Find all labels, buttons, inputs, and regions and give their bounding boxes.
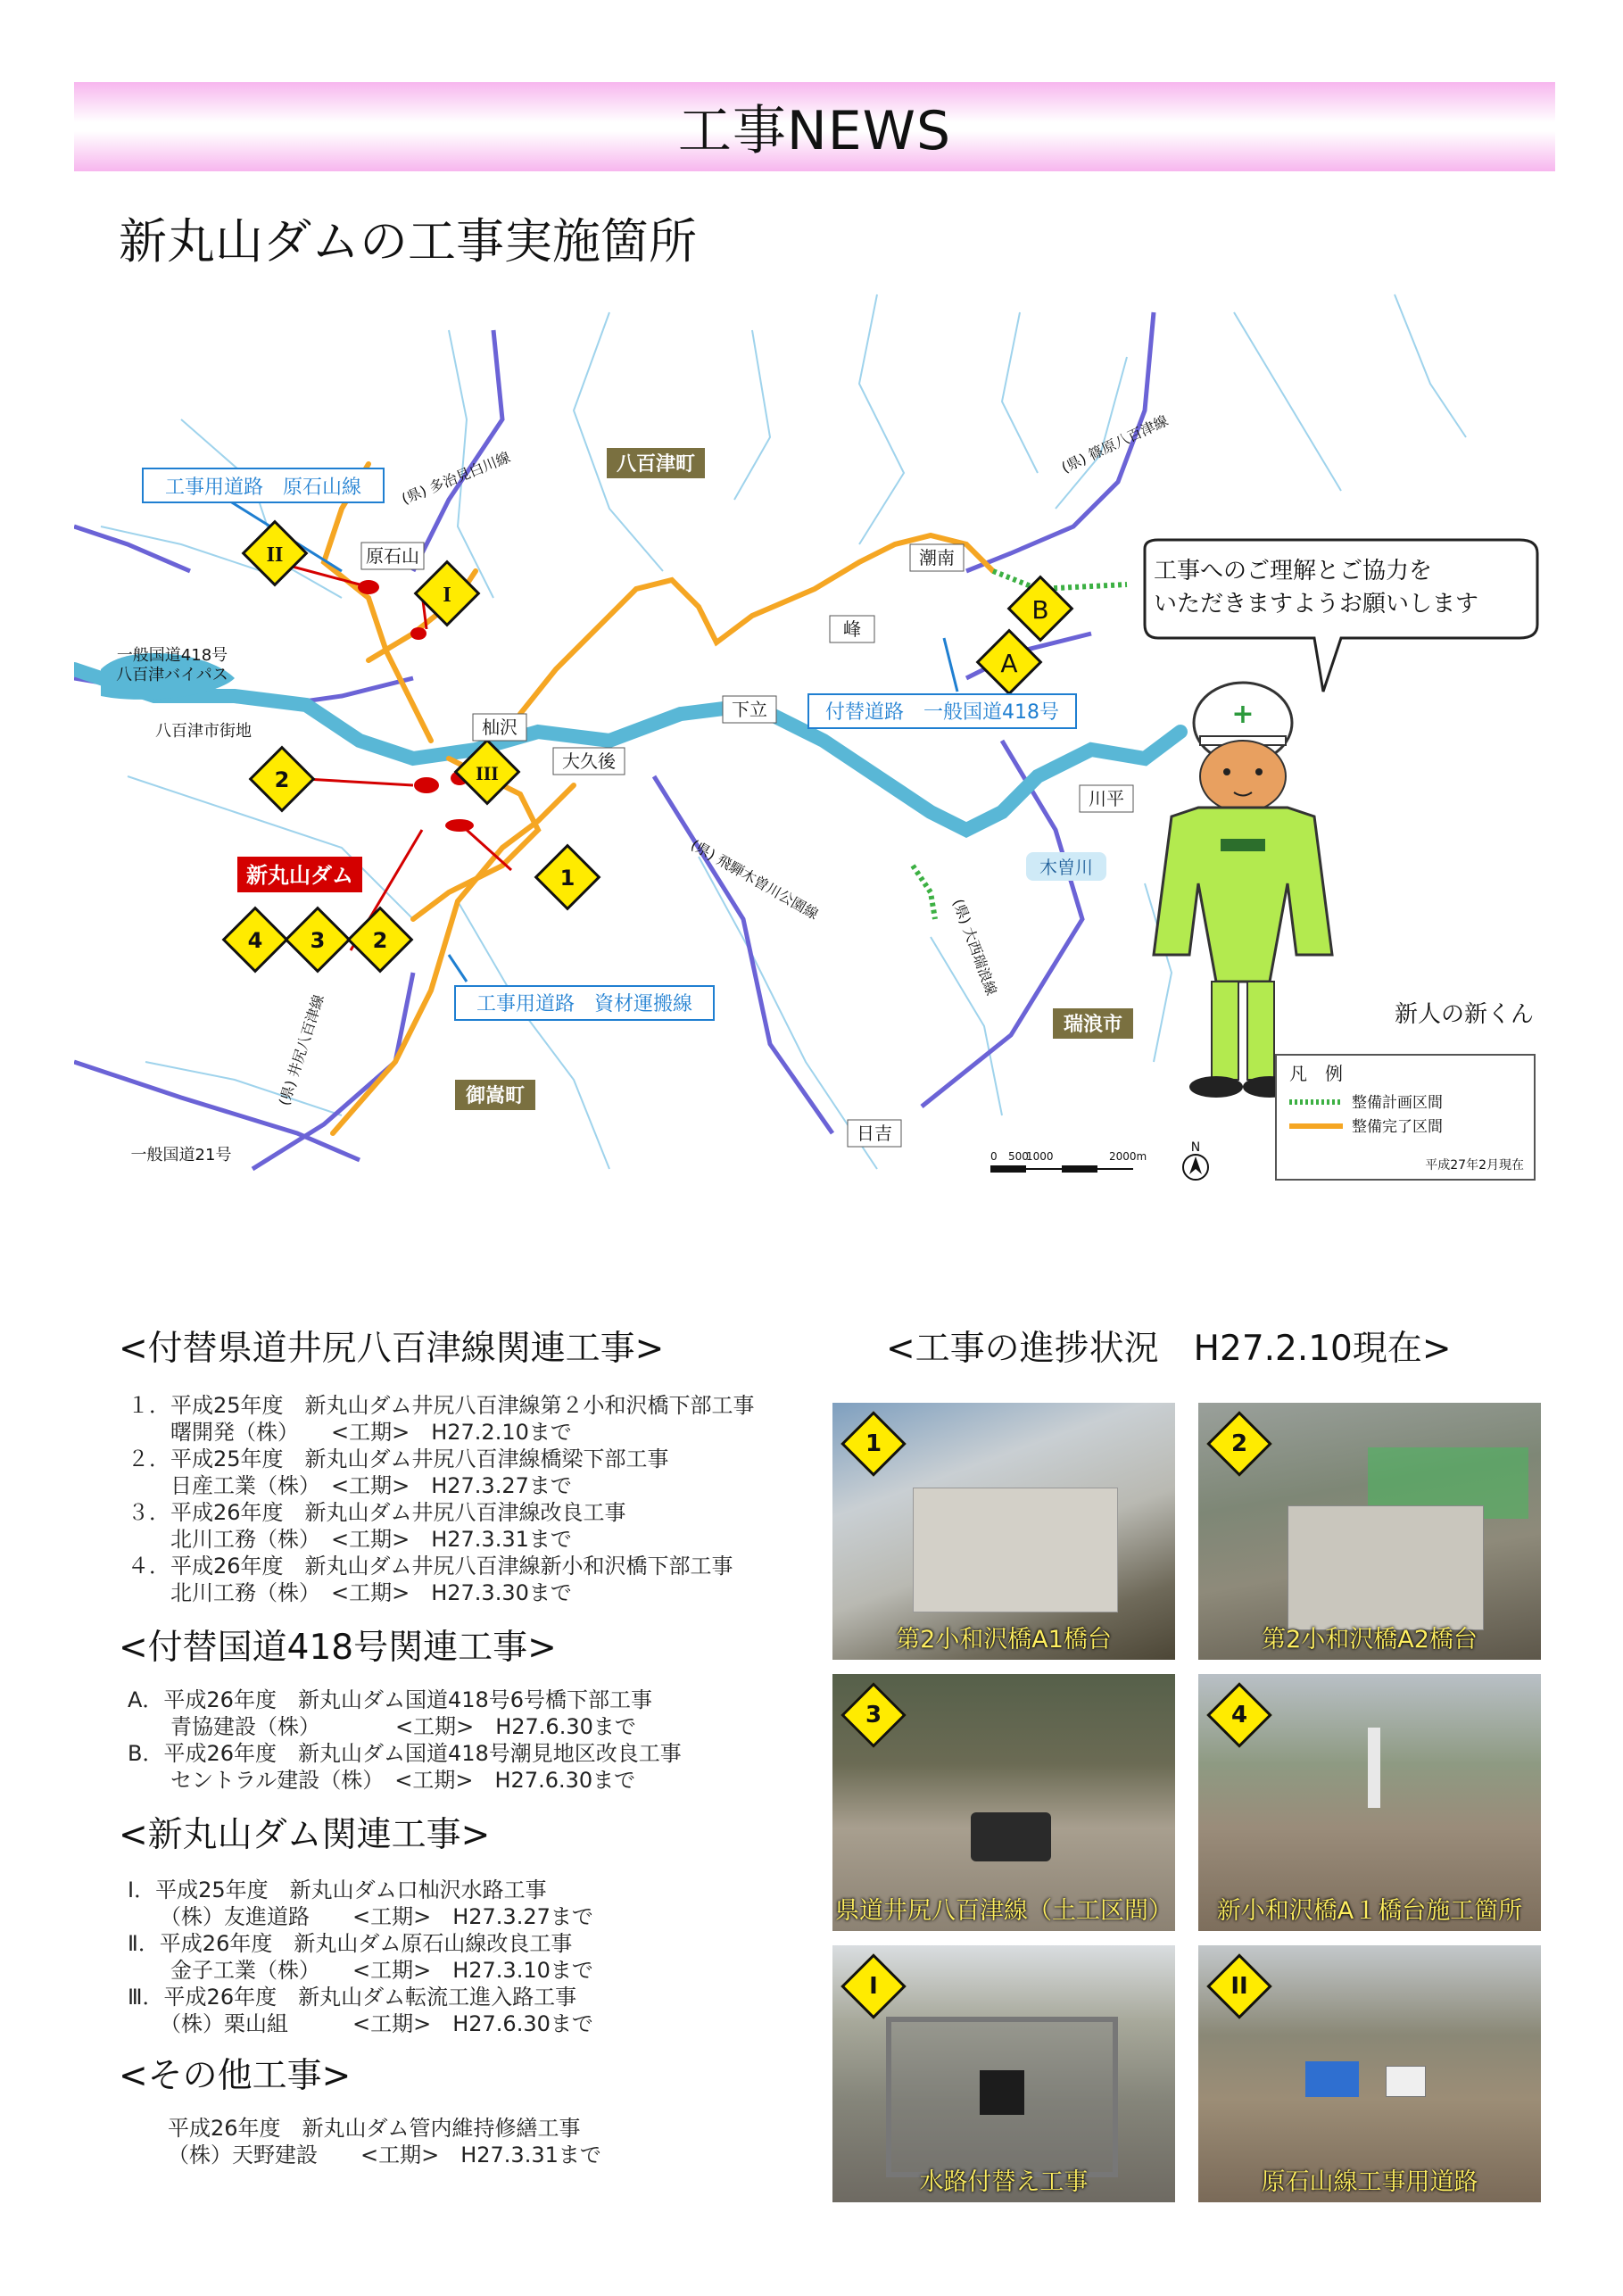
- speech-line-1: 工事へのご理解とご協力を: [1154, 558, 1433, 584]
- svg-text:(県) 篠原八百津線: (県) 篠原八百津線: [1058, 411, 1172, 477]
- legend-completed: 整備完了区間: [1352, 1118, 1443, 1136]
- list-item: 日産工業（株） <工期> H27.3.27まで: [128, 1473, 572, 1498]
- list-item: セントラル建設（株） <工期> H27.6.30まで: [128, 1768, 636, 1793]
- marker-4[interactable]: [224, 908, 287, 972]
- marker-1-label: 1: [559, 866, 576, 891]
- page-title: 新丸山ダムの工事実施箇所: [119, 213, 697, 269]
- section-title-national: <付替国道418号関連工事>: [119, 1628, 557, 1668]
- callout-route418-text: 付替道路 一般国道418号: [825, 701, 1059, 724]
- list-item: ４．平成26年度 新丸山ダム井尻八百津線新小和沢橋下部工事: [128, 1554, 733, 1579]
- marker-set: [224, 522, 1072, 972]
- list-item: 北川工務（株） <工期> H27.3.30まで: [128, 1580, 572, 1605]
- svg-text:1000: 1000: [1026, 1150, 1054, 1163]
- list-item: Ⅲ．平成26年度 新丸山ダム転流工進入路工事: [128, 1985, 577, 2010]
- town-mitake: 御嵩町: [465, 1085, 526, 1107]
- photo-caption: 第2小和沢橋A1橋台: [896, 1626, 1112, 1654]
- marker-2b[interactable]: [349, 908, 412, 972]
- list-item: A．平成26年度 新丸山ダム国道418号6号橋下部工事: [128, 1687, 653, 1712]
- marker-3-label: 3: [310, 928, 326, 953]
- marker-4-label: 4: [247, 928, 263, 953]
- progress-photo-3: [832, 1674, 1175, 1931]
- svg-text:(県) 飛騨木曽川公園線: (県) 飛騨木曽川公園線: [688, 836, 822, 924]
- list-item: （株）栗山組 <工期> H27.6.30まで: [128, 2011, 593, 2036]
- callout-haraishiyama: [143, 468, 384, 502]
- svg-text:木曽川: 木曽川: [1039, 857, 1093, 878]
- callout-haraishiyama-text: 工事用道路 原石山線: [164, 477, 362, 499]
- svg-text:原石山: 原石山: [366, 545, 419, 567]
- header-band: [74, 82, 1555, 171]
- list-item: ２．平成25年度 新丸山ダム井尻八百津線橋梁下部工事: [128, 1446, 669, 1471]
- svg-text:一般国道418号: 一般国道418号: [116, 646, 228, 665]
- photo-badge: 2: [1207, 1412, 1271, 1476]
- photo-caption: 水路付替え工事: [919, 2168, 1089, 2196]
- photo-badge: I: [841, 1954, 906, 2018]
- marker-ii-label: II: [266, 543, 284, 567]
- planned-road-2: [913, 866, 935, 919]
- svg-text:潮南: 潮南: [919, 547, 955, 568]
- place-labels: [361, 543, 1133, 1147]
- photo-badge: II: [1207, 1954, 1271, 2018]
- list-item: 青協建設（株） <工期> H27.6.30まで: [128, 1714, 636, 1739]
- progress-title: <工事の進捗状況 H27.2.10現在>: [886, 1329, 1452, 1369]
- photo-caption: 県道井尻八百津線（土工区間）: [835, 1897, 1172, 1925]
- progress-photo-5: [832, 1945, 1175, 2202]
- list-item: （株）友進道路 <工期> H27.3.27まで: [128, 1904, 593, 1929]
- callout-route418: [808, 694, 1076, 728]
- list-item: Ⅰ．平成25年度 新丸山ダム口杣沢水路工事: [128, 1877, 547, 1902]
- svg-text:八百津バイパス: 八百津バイパス: [116, 666, 228, 684]
- photo-caption: 新小和沢橋A１橋台施工箇所: [1216, 1897, 1523, 1925]
- svg-text:下立: 下立: [732, 699, 767, 720]
- section-title-dam: <新丸山ダム関連工事>: [119, 1815, 491, 1855]
- svg-text:峰: 峰: [843, 618, 861, 640]
- marker-b-label: B: [1031, 595, 1049, 625]
- marker-2b-label: 2: [372, 928, 388, 953]
- dam-label: [237, 857, 362, 892]
- list-item: 曙開発（株） <工期> H27.2.10まで: [128, 1420, 572, 1445]
- photo-caption: 第2小和沢橋A2橋台: [1262, 1626, 1478, 1654]
- list-item: Ⅱ．平成26年度 新丸山ダム原石山線改良工事: [128, 1931, 573, 1956]
- svg-text:(県) 井尻八百津線: (県) 井尻八百津線: [275, 992, 327, 1108]
- photo-badge: 4: [1207, 1683, 1271, 1747]
- svg-text:日吉: 日吉: [857, 1123, 892, 1144]
- marker-ii[interactable]: [244, 522, 307, 585]
- svg-text:杣沢: 杣沢: [482, 717, 518, 738]
- svg-text:八百津市街地: 八百津市街地: [155, 722, 252, 741]
- map-canvas: [74, 277, 1555, 1281]
- marker-1[interactable]: [536, 846, 600, 909]
- photo-caption: 原石山線工事用道路: [1261, 2168, 1478, 2196]
- construction-map: [74, 277, 1555, 1281]
- list-item: ３．平成26年度 新丸山ダム井尻八百津線改良工事: [128, 1500, 626, 1525]
- speech-line-2: いただきますようお願いします: [1154, 591, 1479, 618]
- river-label: [1026, 852, 1106, 881]
- town-mizunami: 瑞浪市: [1063, 1014, 1123, 1036]
- section-title-other: <その他工事>: [119, 2056, 352, 2096]
- list-item: B．平成26年度 新丸山ダム国道418号潮見地区改良工事: [128, 1741, 682, 1766]
- progress-photo-1: [832, 1403, 1175, 1660]
- callout-shizai: [455, 986, 714, 1020]
- svg-text:川平: 川平: [1089, 788, 1124, 809]
- marker-a-label: A: [1000, 649, 1018, 678]
- marker-3[interactable]: [286, 908, 350, 972]
- legend: [1276, 1055, 1535, 1180]
- speech-bubble: [1145, 540, 1537, 692]
- svg-text:一般国道21号: 一般国道21号: [130, 1146, 232, 1165]
- list-item: １．平成25年度 新丸山ダム井尻八百津線第２小和沢橋下部工事: [128, 1393, 755, 1418]
- progress-photo-2: [1198, 1403, 1541, 1660]
- svg-text:+: +: [1231, 699, 1255, 730]
- planned-road: [993, 571, 1127, 589]
- svg-text:(県) 多治見白川線: (県) 多治見白川線: [399, 448, 513, 508]
- svg-text:(県) 大西瑞浪線: (県) 大西瑞浪線: [949, 896, 1000, 999]
- road-labels: [116, 646, 252, 1165]
- marker-2a-label: 2: [274, 767, 290, 792]
- svg-text:0: 0: [990, 1150, 998, 1163]
- north-arrow-label: N: [1190, 1140, 1201, 1155]
- legend-planned: 整備計画区間: [1352, 1094, 1443, 1112]
- dam-label-text: 新丸山ダム: [246, 863, 353, 888]
- photo-badge: 3: [841, 1683, 906, 1747]
- progress-photo-4: [1198, 1674, 1541, 1931]
- svg-text:2000m: 2000m: [1109, 1150, 1147, 1163]
- list-item: 金子工業（株） <工期> H27.3.10まで: [128, 1958, 593, 1983]
- progress-photo-6: [1198, 1945, 1541, 2202]
- section-title-prefectural: <付替県道井尻八百津線関連工事>: [119, 1329, 665, 1369]
- photo-badge: 1: [841, 1412, 906, 1476]
- marker-iii-label: III: [476, 762, 499, 784]
- svg-text:500: 500: [1008, 1150, 1029, 1163]
- list-item: （株）天野建設 <工期> H27.3.31まで: [168, 2143, 601, 2168]
- callout-shizai-text: 工事用道路 資材運搬線: [476, 993, 693, 1015]
- marker-a[interactable]: [978, 631, 1041, 694]
- svg-text:大久後: 大久後: [562, 750, 616, 772]
- legend-title: 凡 例: [1289, 1063, 1343, 1084]
- scale-bar: [990, 1140, 1208, 1180]
- town-yaotsu: 八百津町: [616, 453, 696, 476]
- marker-2a[interactable]: [251, 748, 314, 811]
- legend-note: 平成27年2月現在: [1425, 1158, 1524, 1173]
- mascot: [1154, 683, 1534, 1098]
- list-item: 平成26年度 新丸山ダム管内維持修繕工事: [168, 2116, 581, 2141]
- marker-i-label: I: [443, 584, 451, 607]
- header-title: 工事NEWS: [677, 100, 952, 162]
- list-item: 北川工務（株） <工期> H27.3.31まで: [128, 1527, 572, 1552]
- mascot-name: 新人の新くん: [1395, 1001, 1535, 1028]
